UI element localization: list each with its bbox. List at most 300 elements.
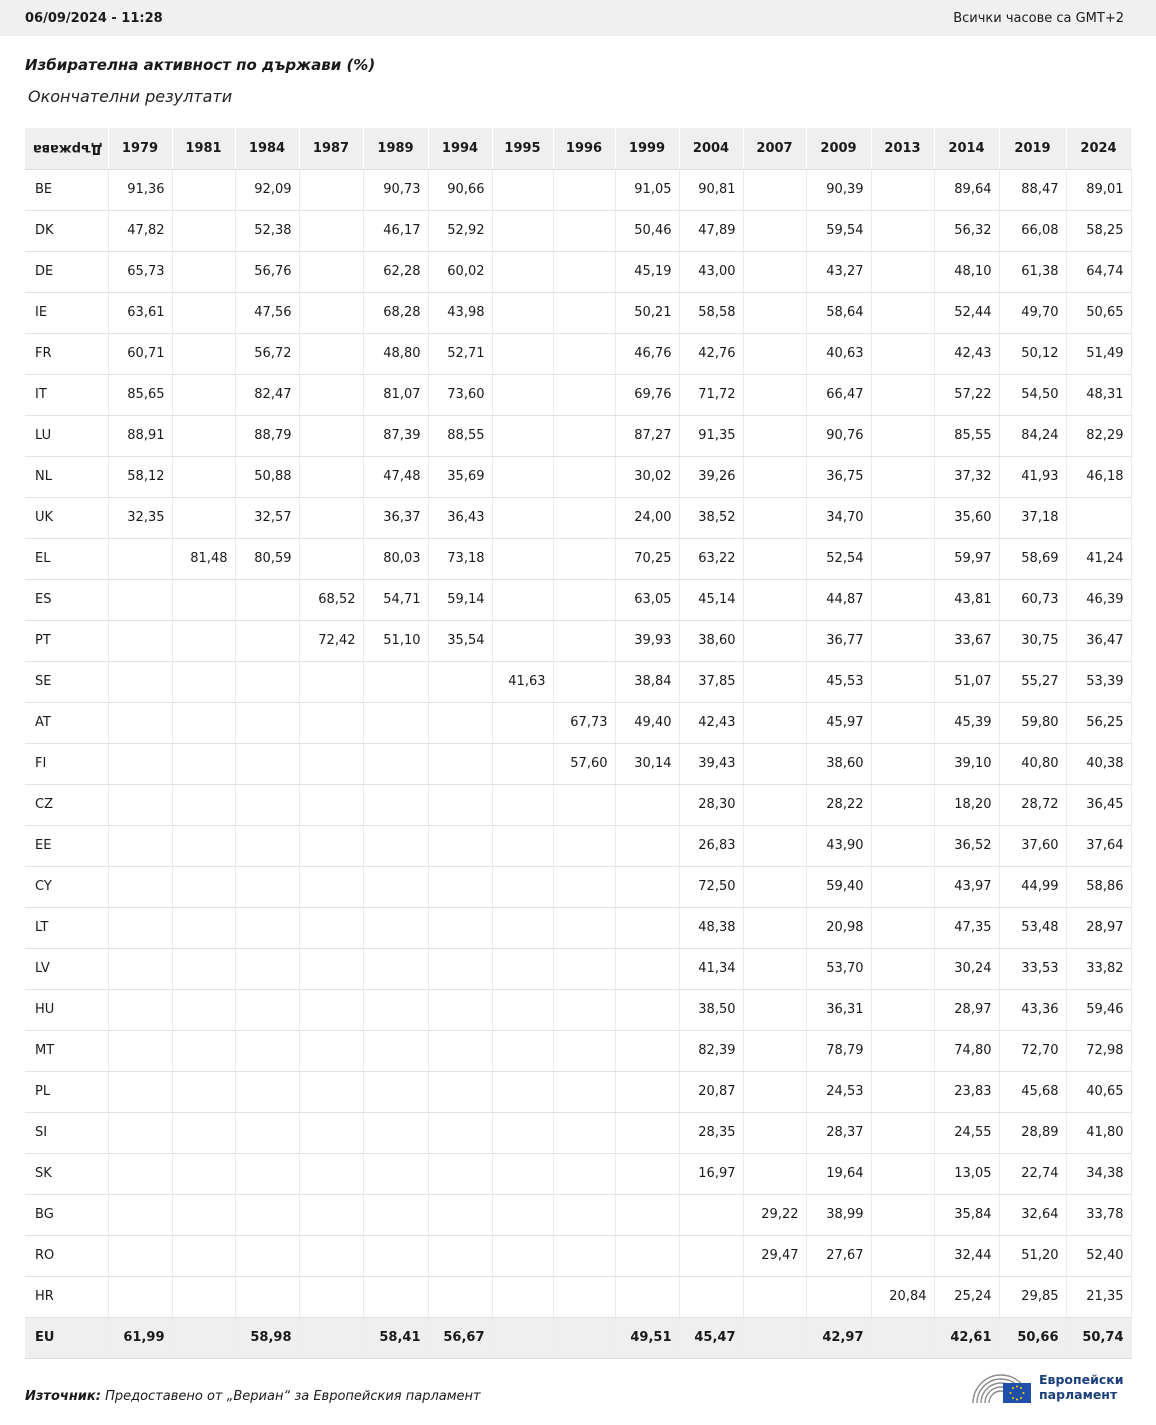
turnout-cell: 21,35 — [1066, 1276, 1131, 1317]
turnout-cell — [553, 538, 615, 579]
turnout-cell: 78,79 — [806, 1030, 871, 1071]
turnout-cell — [108, 1030, 172, 1071]
turnout-cell — [871, 497, 934, 538]
country-code: EL — [25, 538, 108, 579]
turnout-cell: 50,12 — [999, 333, 1066, 374]
table-row — [25, 866, 1131, 907]
table-row — [25, 456, 1131, 497]
turnout-cell — [553, 948, 615, 989]
turnout-cell — [615, 1276, 679, 1317]
turnout-cell: 74,80 — [934, 1030, 999, 1071]
turnout-cell: 91,36 — [108, 169, 172, 210]
turnout-cell — [299, 251, 363, 292]
turnout-cell: 19,64 — [806, 1153, 871, 1194]
turnout-cell — [492, 333, 553, 374]
turnout-cell — [871, 1235, 934, 1276]
turnout-cell — [299, 169, 363, 210]
turnout-cell: 38,52 — [679, 497, 743, 538]
total-row — [25, 1317, 1131, 1358]
source-note — [25, 1389, 481, 1404]
turnout-cell — [363, 661, 428, 702]
turnout-cell: 56,67 — [428, 1317, 492, 1358]
turnout-cell — [492, 210, 553, 251]
turnout-cell: 58,98 — [235, 1317, 299, 1358]
column-header-year: 1984 — [235, 128, 299, 169]
turnout-cell: 61,38 — [999, 251, 1066, 292]
turnout-cell — [235, 1235, 299, 1276]
turnout-cell — [743, 1030, 806, 1071]
table-body — [25, 169, 1131, 1358]
country-code: EU — [25, 1317, 108, 1358]
logo-text: Европейски парламент — [1039, 1372, 1124, 1402]
column-header-country: Държава — [25, 128, 108, 169]
turnout-cell: 36,43 — [428, 497, 492, 538]
turnout-cell — [871, 1112, 934, 1153]
country-code: DK — [25, 210, 108, 251]
turnout-cell — [871, 1153, 934, 1194]
turnout-cell — [172, 743, 235, 784]
turnout-cell — [743, 415, 806, 456]
turnout-cell — [743, 743, 806, 784]
turnout-cell: 40,63 — [806, 333, 871, 374]
turnout-cell: 81,48 — [172, 538, 235, 579]
turnout-cell: 25,24 — [934, 1276, 999, 1317]
turnout-cell: 51,20 — [999, 1235, 1066, 1276]
turnout-cell — [871, 1194, 934, 1235]
turnout-cell: 16,97 — [679, 1153, 743, 1194]
parliament-hemicycle-icon — [969, 1369, 1033, 1405]
turnout-cell — [553, 1153, 615, 1194]
turnout-cell: 35,69 — [428, 456, 492, 497]
table-row — [25, 989, 1131, 1030]
turnout-table — [25, 128, 1132, 1359]
turnout-cell: 41,24 — [1066, 538, 1131, 579]
turnout-cell — [615, 1194, 679, 1235]
turnout-cell: 35,84 — [934, 1194, 999, 1235]
table-row — [25, 825, 1131, 866]
table-row — [25, 333, 1131, 374]
turnout-cell: 88,91 — [108, 415, 172, 456]
turnout-cell — [108, 661, 172, 702]
turnout-cell — [235, 1153, 299, 1194]
turnout-cell: 45,97 — [806, 702, 871, 743]
turnout-cell: 50,21 — [615, 292, 679, 333]
turnout-cell — [553, 579, 615, 620]
turnout-cell — [871, 169, 934, 210]
turnout-cell: 36,45 — [1066, 784, 1131, 825]
turnout-cell — [172, 948, 235, 989]
turnout-cell — [108, 743, 172, 784]
turnout-cell — [172, 415, 235, 456]
turnout-cell — [492, 497, 553, 538]
turnout-cell — [108, 579, 172, 620]
turnout-cell: 45,53 — [806, 661, 871, 702]
turnout-cell: 52,71 — [428, 333, 492, 374]
column-header-year: 2009 — [806, 128, 871, 169]
turnout-cell: 52,38 — [235, 210, 299, 251]
source-text: Предоставено от „Вериан“ за Европейския парламент — [100, 1389, 481, 1404]
turnout-cell: 72,42 — [299, 620, 363, 661]
turnout-cell: 28,97 — [934, 989, 999, 1030]
table-row — [25, 702, 1131, 743]
turnout-cell: 69,76 — [615, 374, 679, 415]
turnout-cell — [363, 1153, 428, 1194]
turnout-cell — [743, 825, 806, 866]
turnout-cell — [172, 1317, 235, 1358]
turnout-cell — [743, 866, 806, 907]
turnout-cell: 32,44 — [934, 1235, 999, 1276]
turnout-cell — [172, 661, 235, 702]
turnout-cell — [172, 169, 235, 210]
turnout-cell — [492, 1194, 553, 1235]
turnout-cell — [299, 825, 363, 866]
turnout-cell: 28,37 — [806, 1112, 871, 1153]
turnout-cell: 26,83 — [679, 825, 743, 866]
turnout-cell: 32,57 — [235, 497, 299, 538]
turnout-cell — [363, 866, 428, 907]
turnout-cell — [299, 1153, 363, 1194]
turnout-cell — [428, 743, 492, 784]
turnout-cell — [428, 1276, 492, 1317]
turnout-cell — [553, 866, 615, 907]
turnout-cell: 43,98 — [428, 292, 492, 333]
turnout-cell — [108, 1276, 172, 1317]
turnout-cell: 82,39 — [679, 1030, 743, 1071]
turnout-cell: 61,99 — [108, 1317, 172, 1358]
turnout-cell — [743, 538, 806, 579]
turnout-cell: 47,56 — [235, 292, 299, 333]
country-code: SI — [25, 1112, 108, 1153]
turnout-cell: 60,71 — [108, 333, 172, 374]
turnout-cell — [871, 825, 934, 866]
turnout-cell — [235, 1030, 299, 1071]
page-subtitle: Окончателни резултати — [28, 87, 233, 106]
turnout-cell: 91,05 — [615, 169, 679, 210]
turnout-cell: 88,79 — [235, 415, 299, 456]
turnout-cell: 56,32 — [934, 210, 999, 251]
turnout-cell: 37,32 — [934, 456, 999, 497]
turnout-cell — [743, 456, 806, 497]
turnout-cell: 28,89 — [999, 1112, 1066, 1153]
turnout-cell — [108, 702, 172, 743]
table-row — [25, 1112, 1131, 1153]
table-row — [25, 538, 1131, 579]
turnout-cell — [615, 1071, 679, 1112]
turnout-cell: 48,10 — [934, 251, 999, 292]
turnout-cell — [871, 374, 934, 415]
turnout-cell — [492, 702, 553, 743]
top-bar — [0, 0, 1156, 36]
turnout-cell: 38,99 — [806, 1194, 871, 1235]
turnout-cell: 65,73 — [108, 251, 172, 292]
turnout-cell: 67,73 — [553, 702, 615, 743]
turnout-cell — [428, 866, 492, 907]
turnout-cell — [553, 784, 615, 825]
turnout-cell — [743, 210, 806, 251]
country-code: RO — [25, 1235, 108, 1276]
turnout-cell — [553, 1071, 615, 1112]
turnout-cell: 29,22 — [743, 1194, 806, 1235]
turnout-cell: 87,39 — [363, 415, 428, 456]
turnout-cell: 36,31 — [806, 989, 871, 1030]
turnout-cell: 51,10 — [363, 620, 428, 661]
turnout-cell — [172, 374, 235, 415]
turnout-cell — [108, 989, 172, 1030]
table-row — [25, 907, 1131, 948]
turnout-cell — [871, 866, 934, 907]
turnout-cell — [363, 948, 428, 989]
turnout-cell: 45,14 — [679, 579, 743, 620]
turnout-cell: 47,48 — [363, 456, 428, 497]
turnout-cell: 20,87 — [679, 1071, 743, 1112]
turnout-cell — [172, 1112, 235, 1153]
turnout-cell — [871, 251, 934, 292]
turnout-cell: 52,54 — [806, 538, 871, 579]
turnout-cell — [108, 825, 172, 866]
turnout-cell — [299, 210, 363, 251]
turnout-cell — [553, 415, 615, 456]
turnout-cell — [363, 1030, 428, 1071]
turnout-cell — [871, 538, 934, 579]
turnout-cell — [172, 1030, 235, 1071]
turnout-cell: 20,98 — [806, 907, 871, 948]
turnout-cell — [553, 989, 615, 1030]
table-row — [25, 374, 1131, 415]
turnout-cell: 58,12 — [108, 456, 172, 497]
turnout-cell — [492, 825, 553, 866]
turnout-cell — [871, 579, 934, 620]
turnout-cell — [743, 1317, 806, 1358]
country-code: NL — [25, 456, 108, 497]
country-code: FI — [25, 743, 108, 784]
turnout-cell — [553, 1276, 615, 1317]
table-row — [25, 579, 1131, 620]
turnout-cell: 42,61 — [934, 1317, 999, 1358]
turnout-cell — [172, 210, 235, 251]
turnout-cell — [172, 251, 235, 292]
turnout-cell — [679, 1276, 743, 1317]
turnout-cell — [172, 456, 235, 497]
country-code: LU — [25, 415, 108, 456]
turnout-cell — [235, 1276, 299, 1317]
turnout-cell — [299, 292, 363, 333]
turnout-cell: 46,17 — [363, 210, 428, 251]
turnout-cell: 41,63 — [492, 661, 553, 702]
turnout-cell — [428, 1112, 492, 1153]
turnout-cell: 53,39 — [1066, 661, 1131, 702]
country-code: UK — [25, 497, 108, 538]
turnout-cell: 13,05 — [934, 1153, 999, 1194]
turnout-cell: 55,27 — [999, 661, 1066, 702]
country-code: BE — [25, 169, 108, 210]
turnout-cell: 46,76 — [615, 333, 679, 374]
turnout-cell — [428, 825, 492, 866]
turnout-cell — [428, 989, 492, 1030]
turnout-cell — [871, 1317, 934, 1358]
turnout-cell — [492, 538, 553, 579]
turnout-cell — [299, 1071, 363, 1112]
turnout-cell — [172, 1235, 235, 1276]
turnout-cell: 59,97 — [934, 538, 999, 579]
turnout-cell — [108, 1071, 172, 1112]
turnout-cell: 59,80 — [999, 702, 1066, 743]
turnout-cell: 63,05 — [615, 579, 679, 620]
turnout-cell: 52,92 — [428, 210, 492, 251]
turnout-cell: 34,38 — [1066, 1153, 1131, 1194]
turnout-cell — [492, 251, 553, 292]
turnout-cell — [743, 702, 806, 743]
turnout-cell: 49,70 — [999, 292, 1066, 333]
turnout-cell — [299, 1112, 363, 1153]
table-row — [25, 251, 1131, 292]
turnout-cell — [235, 989, 299, 1030]
turnout-cell — [299, 538, 363, 579]
turnout-cell — [871, 210, 934, 251]
turnout-cell — [871, 784, 934, 825]
timezone-note: Всички часове са GMT+2 — [953, 10, 1124, 26]
turnout-cell — [428, 1153, 492, 1194]
turnout-cell: 58,58 — [679, 292, 743, 333]
turnout-cell: 73,18 — [428, 538, 492, 579]
table-row — [25, 1235, 1131, 1276]
turnout-cell: 34,70 — [806, 497, 871, 538]
turnout-cell: 43,27 — [806, 251, 871, 292]
turnout-cell: 35,60 — [934, 497, 999, 538]
turnout-cell — [299, 456, 363, 497]
turnout-cell: 90,73 — [363, 169, 428, 210]
turnout-cell: 37,18 — [999, 497, 1066, 538]
turnout-cell: 49,40 — [615, 702, 679, 743]
turnout-cell — [428, 907, 492, 948]
column-header-year: 2014 — [934, 128, 999, 169]
turnout-cell — [235, 743, 299, 784]
table-row — [25, 1071, 1131, 1112]
turnout-cell — [172, 497, 235, 538]
turnout-cell — [172, 620, 235, 661]
turnout-cell: 29,47 — [743, 1235, 806, 1276]
turnout-cell: 47,35 — [934, 907, 999, 948]
turnout-cell: 37,64 — [1066, 825, 1131, 866]
turnout-cell — [553, 661, 615, 702]
turnout-cell: 72,98 — [1066, 1030, 1131, 1071]
turnout-cell — [553, 456, 615, 497]
turnout-cell — [615, 784, 679, 825]
turnout-cell — [615, 1112, 679, 1153]
turnout-cell: 48,38 — [679, 907, 743, 948]
turnout-cell: 48,31 — [1066, 374, 1131, 415]
turnout-cell: 50,74 — [1066, 1317, 1131, 1358]
turnout-cell — [363, 1276, 428, 1317]
country-code: LT — [25, 907, 108, 948]
table-row — [25, 620, 1131, 661]
turnout-cell — [235, 579, 299, 620]
turnout-cell: 44,87 — [806, 579, 871, 620]
turnout-cell: 36,37 — [363, 497, 428, 538]
turnout-cell — [679, 1235, 743, 1276]
turnout-cell — [363, 825, 428, 866]
turnout-cell — [553, 1112, 615, 1153]
turnout-cell — [172, 292, 235, 333]
turnout-cell — [172, 866, 235, 907]
turnout-cell: 42,43 — [934, 333, 999, 374]
turnout-cell: 84,24 — [999, 415, 1066, 456]
turnout-cell — [363, 1112, 428, 1153]
turnout-cell — [299, 907, 363, 948]
turnout-cell: 42,97 — [806, 1317, 871, 1358]
turnout-cell: 63,22 — [679, 538, 743, 579]
turnout-cell: 38,50 — [679, 989, 743, 1030]
turnout-cell: 82,29 — [1066, 415, 1131, 456]
turnout-cell — [553, 292, 615, 333]
turnout-cell: 58,41 — [363, 1317, 428, 1358]
turnout-cell: 59,14 — [428, 579, 492, 620]
turnout-cell: 57,22 — [934, 374, 999, 415]
country-code: CZ — [25, 784, 108, 825]
turnout-cell — [492, 1030, 553, 1071]
turnout-cell — [363, 907, 428, 948]
turnout-cell — [108, 907, 172, 948]
column-header-year: 2007 — [743, 128, 806, 169]
turnout-cell: 53,70 — [806, 948, 871, 989]
turnout-cell: 37,85 — [679, 661, 743, 702]
turnout-cell — [615, 866, 679, 907]
turnout-cell — [428, 702, 492, 743]
turnout-cell — [492, 456, 553, 497]
turnout-cell — [299, 1317, 363, 1358]
turnout-cell: 51,07 — [934, 661, 999, 702]
turnout-cell: 43,36 — [999, 989, 1066, 1030]
turnout-cell — [235, 620, 299, 661]
column-header-year: 2004 — [679, 128, 743, 169]
turnout-cell: 27,67 — [806, 1235, 871, 1276]
turnout-cell — [615, 989, 679, 1030]
turnout-cell: 39,26 — [679, 456, 743, 497]
turnout-cell — [235, 702, 299, 743]
turnout-cell — [428, 948, 492, 989]
turnout-cell: 73,60 — [428, 374, 492, 415]
turnout-cell — [553, 333, 615, 374]
turnout-cell — [743, 784, 806, 825]
turnout-cell: 68,52 — [299, 579, 363, 620]
turnout-cell — [806, 1276, 871, 1317]
turnout-cell: 43,00 — [679, 251, 743, 292]
turnout-cell: 82,47 — [235, 374, 299, 415]
source-label: Източник: — [25, 1389, 101, 1404]
turnout-cell: 39,10 — [934, 743, 999, 784]
turnout-cell: 52,40 — [1066, 1235, 1131, 1276]
turnout-cell — [553, 825, 615, 866]
turnout-cell: 42,43 — [679, 702, 743, 743]
turnout-cell — [615, 1030, 679, 1071]
turnout-cell: 58,86 — [1066, 866, 1131, 907]
turnout-cell: 56,25 — [1066, 702, 1131, 743]
country-code: MT — [25, 1030, 108, 1071]
country-code: LV — [25, 948, 108, 989]
country-code: IT — [25, 374, 108, 415]
turnout-cell — [1066, 497, 1131, 538]
turnout-cell: 29,85 — [999, 1276, 1066, 1317]
turnout-cell: 45,47 — [679, 1317, 743, 1358]
turnout-cell — [299, 784, 363, 825]
table-row — [25, 169, 1131, 210]
turnout-cell — [743, 1276, 806, 1317]
turnout-cell: 66,08 — [999, 210, 1066, 251]
turnout-cell — [553, 210, 615, 251]
turnout-cell — [363, 1235, 428, 1276]
turnout-cell: 23,83 — [934, 1071, 999, 1112]
turnout-cell — [172, 333, 235, 374]
turnout-cell — [235, 1194, 299, 1235]
